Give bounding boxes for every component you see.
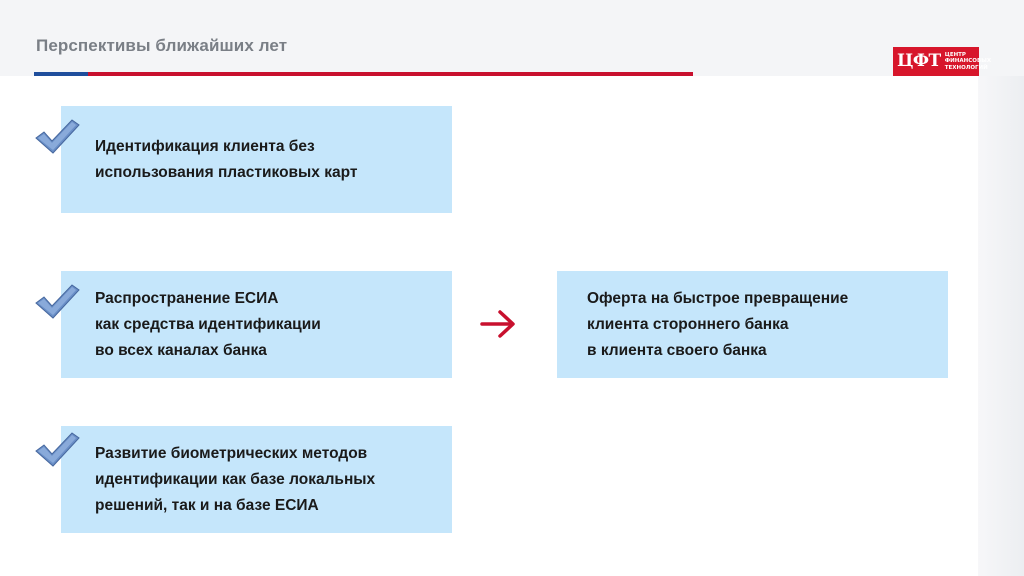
checkmark-icon [34,117,80,157]
item-line: Идентификация клиента без [95,137,315,155]
logo-line: ЦЕНТР [944,51,966,58]
right-side-shade [978,76,1024,576]
item-box-biometrics [61,426,452,533]
result-line: в клиента своего банка [587,341,767,359]
item-line: решений, так и на базе ЕСИА [95,496,319,514]
arrow-right-icon [478,307,520,341]
item-box-client-identification [61,106,452,213]
company-logo [893,47,992,76]
title-rule-red [88,72,693,76]
item-line: идентификации как базе локальных [95,470,376,488]
result-box-offer [557,271,948,378]
logo-line: ФИНАНСОВЫХ [944,58,992,65]
checkmark-icon [34,430,80,470]
logo-text [945,52,991,72]
title-rule-blue [34,72,88,76]
logo-mark: ЦФТ [897,51,941,71]
page-title: Перспективы ближайших лет [36,36,288,55]
item-line: во всех каналах банка [95,341,267,359]
item-line: Развитие биометрических методов [95,444,368,462]
item-box-esia [61,271,452,378]
result-line: клиента стороннего банка [587,315,789,333]
item-line: как средства идентификации [95,315,321,333]
item-line: Распространение ЕСИА [95,289,279,307]
result-line: Оферта на быстрое превращение [587,289,849,307]
checkmark-icon [34,282,80,322]
item-line: использования пластиковых карт [95,163,358,181]
logo-line: ТЕХНОЛОГИЙ [944,64,988,71]
